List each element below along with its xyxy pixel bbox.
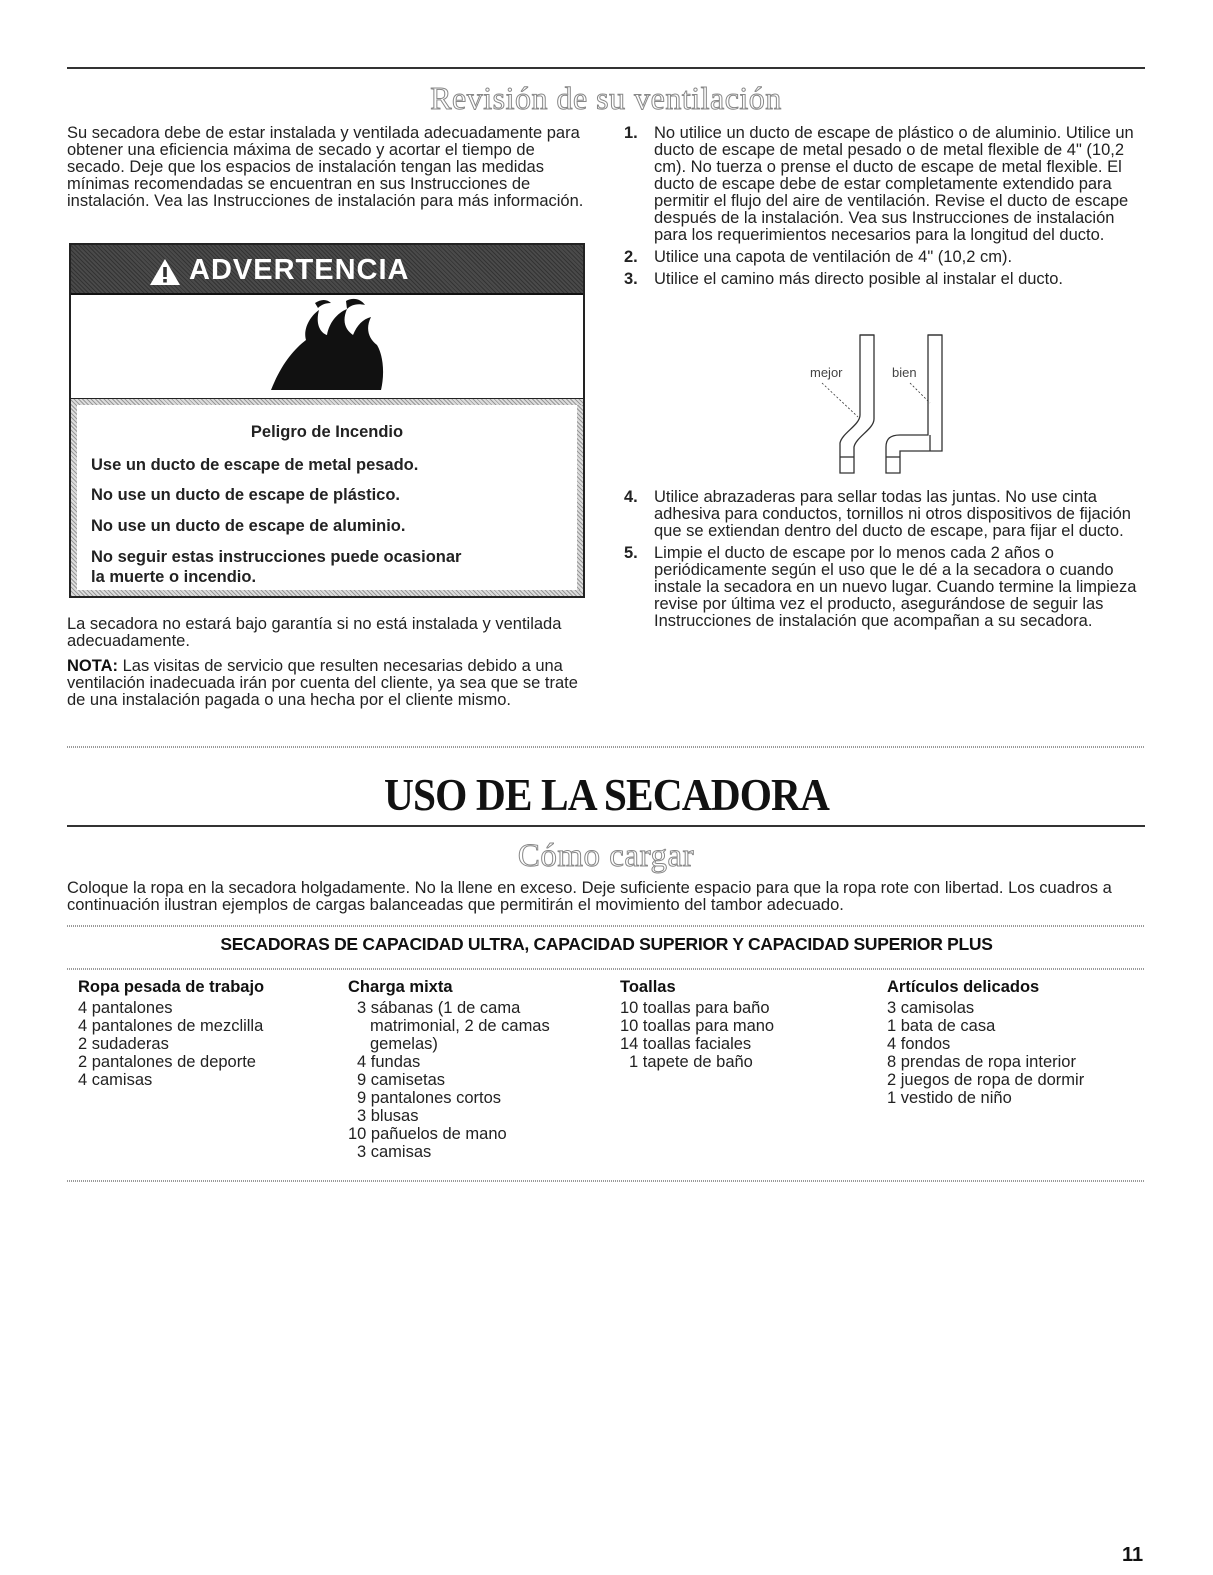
warning-title: ADVERTENCIA (189, 254, 410, 286)
column-heading: Artículos delicados (887, 978, 1040, 996)
load-column-mixed (348, 978, 550, 1161)
table-header-rule (67, 968, 1145, 970)
table-bottom-rule (67, 1180, 1145, 1182)
note-paragraph (67, 658, 592, 709)
warning-bottom-bar (71, 590, 583, 596)
load-column-towels (620, 978, 774, 1071)
duct-diagram (780, 325, 980, 485)
table-top-rule (67, 925, 1145, 927)
list-item: 2 sudaderas (78, 1035, 169, 1053)
list-item: 10 toallas para mano (620, 1017, 775, 1035)
title-rule (67, 825, 1145, 827)
duct-label-best: mejor (810, 365, 843, 380)
page-number: 11 (1122, 1544, 1144, 1566)
fire-hazard-icon (71, 295, 587, 398)
list-item: 3 blusas (357, 1107, 419, 1125)
list-item: 10 pañuelos de mano (348, 1125, 507, 1143)
warning-body (71, 405, 583, 596)
column-heading: Charga mixta (348, 978, 453, 996)
list-item: 4 camisas (78, 1071, 153, 1089)
subsection-title: Cómo cargar (517, 838, 695, 874)
list-item: 2 pantalones de deporte (78, 1053, 256, 1071)
list-item: 10 toallas para baño (620, 999, 770, 1017)
list-item: matrimonial, 2 de camas (370, 1017, 550, 1035)
warning-header (71, 245, 583, 295)
page-title: USO DE LA SECADORA (383, 769, 830, 820)
list-item: 4 fondos (887, 1035, 951, 1053)
list-item: 4 pantalones (78, 999, 173, 1017)
dotted-divider (67, 746, 1145, 748)
load-column-delicates (887, 978, 1084, 1107)
load-column-workwear (78, 978, 264, 1089)
list-item: 1. No utilice un ducto de escape de plástico o de aluminio. Utilice un ducto de escape de metal pesado o de metal flexible de 4" (10,2 cm). No tuerza o prense el ducto de escape de metal flexible. El ducto de escape debe de estar completamente extendido para permitir el flujo del aire de ventilación. Revise el ducto de escape después de la instalación. Vea sus Instrucciones de instalación para los requerimientos necesarios para la longitud del ducto. (624, 124, 1134, 244)
ventilation-steps-4-5 (624, 489, 1149, 630)
list-item: 3. Utilice el camino más directo posible al instalar el ducto. (624, 270, 1064, 288)
warning-line: la muerte o incendio. (91, 568, 257, 586)
list-item: 5. Limpie el ducto de escape por lo menos cada 2 años o periódicamente según el uso que le dé a la secadora o cuando instale la secadora en un nuevo lugar. Cuando termine la limpieza revise por última vez el producto, asegurándose de seguir las Instrucciones de instalación que acompañan a su secadora. (624, 544, 1137, 630)
list-item: 3 camisas (357, 1143, 432, 1161)
list-item: 8 prendas de ropa interior (887, 1053, 1076, 1071)
list-item: 4 fundas (357, 1053, 421, 1071)
warning-line: No seguir estas instrucciones puede ocasionar (91, 548, 462, 566)
list-item: 1 bata de casa (887, 1017, 996, 1035)
note-text: Las visitas de servicio que resulten necesarias debido a una ventilación inadecuada irán por cuenta del cliente, ya sea que se trate de una instalación pagada o una hecha por el cliente mismo. (67, 657, 578, 709)
list-item: 2 juegos de ropa de dormir (887, 1071, 1085, 1089)
list-item: 14 toallas faciales (620, 1035, 752, 1053)
warning-box (69, 243, 585, 598)
warning-hazard-label: Peligro de Incendio (250, 423, 404, 441)
note-label: NOTA: (67, 657, 119, 675)
column-heading: Ropa pesada de trabajo (78, 978, 265, 996)
warning-line: Use un ducto de escape de metal pesado. (91, 456, 419, 474)
warning-line: No use un ducto de escape de plástico. (91, 486, 400, 504)
fire-illustration (71, 295, 583, 399)
warning-line: No use un ducto de escape de aluminio. (91, 517, 406, 535)
loading-intro: Coloque la ropa en la secadora holgadamente. No la llene en exceso. Deje suficiente espacio para que la ropa rote con libertad. Los cuadros a continuación ilustran ejemplos de cargas balanceadas que permitirán el movimiento del tambor adecuado. (67, 879, 1112, 914)
list-item: 3 sábanas (1 de cama (357, 999, 521, 1017)
list-item: 1 tapete de baño (629, 1053, 753, 1071)
table-header: SECADORAS DE CAPACIDAD ULTRA, CAPACIDAD SUPERIOR Y CAPACIDAD SUPERIOR PLUS (220, 934, 993, 954)
list-item: 4. Utilice abrazaderas para sellar todas las juntas. No use cinta adhesiva para conductos, tornillos ni otros dispositivos de fijación que se extiendan dentro del ducto de escape, para fijar el ducto. (624, 488, 1131, 540)
column-heading: Toallas (620, 978, 676, 996)
top-rule (67, 67, 1145, 69)
list-item: 1 vestido de niño (887, 1089, 1012, 1107)
warranty-text: La secadora no estará bajo garantía si no está instalada y ventilada adecuadamente. (67, 615, 562, 650)
list-item: 4 pantalones de mezclilla (78, 1017, 264, 1035)
section-title-ventilacion: Revisión de su ventilación (430, 80, 782, 116)
list-item: 2. Utilice una capota de ventilación de 4" (10,2 cm). (624, 248, 1013, 266)
ventilation-intro: Su secadora debe de estar instalada y ventilada adecuadamente para obtener una eficiencia máxima de secado y acortar el tiempo de secado. Deje que los espacios de instalación tengan las medidas mínimas recomendadas se encuentran en sus Instrucciones de instalación. Vea las Instrucciones de instalación para más información. (67, 124, 584, 210)
list-item: 3 camisolas (887, 999, 975, 1017)
list-item: 9 pantalones cortos (357, 1089, 502, 1107)
ventilation-steps-1-3 (624, 125, 1149, 288)
list-item: gemelas) (370, 1035, 438, 1053)
list-item: 9 camisetas (357, 1071, 446, 1089)
duct-label-good: bien (892, 365, 917, 380)
